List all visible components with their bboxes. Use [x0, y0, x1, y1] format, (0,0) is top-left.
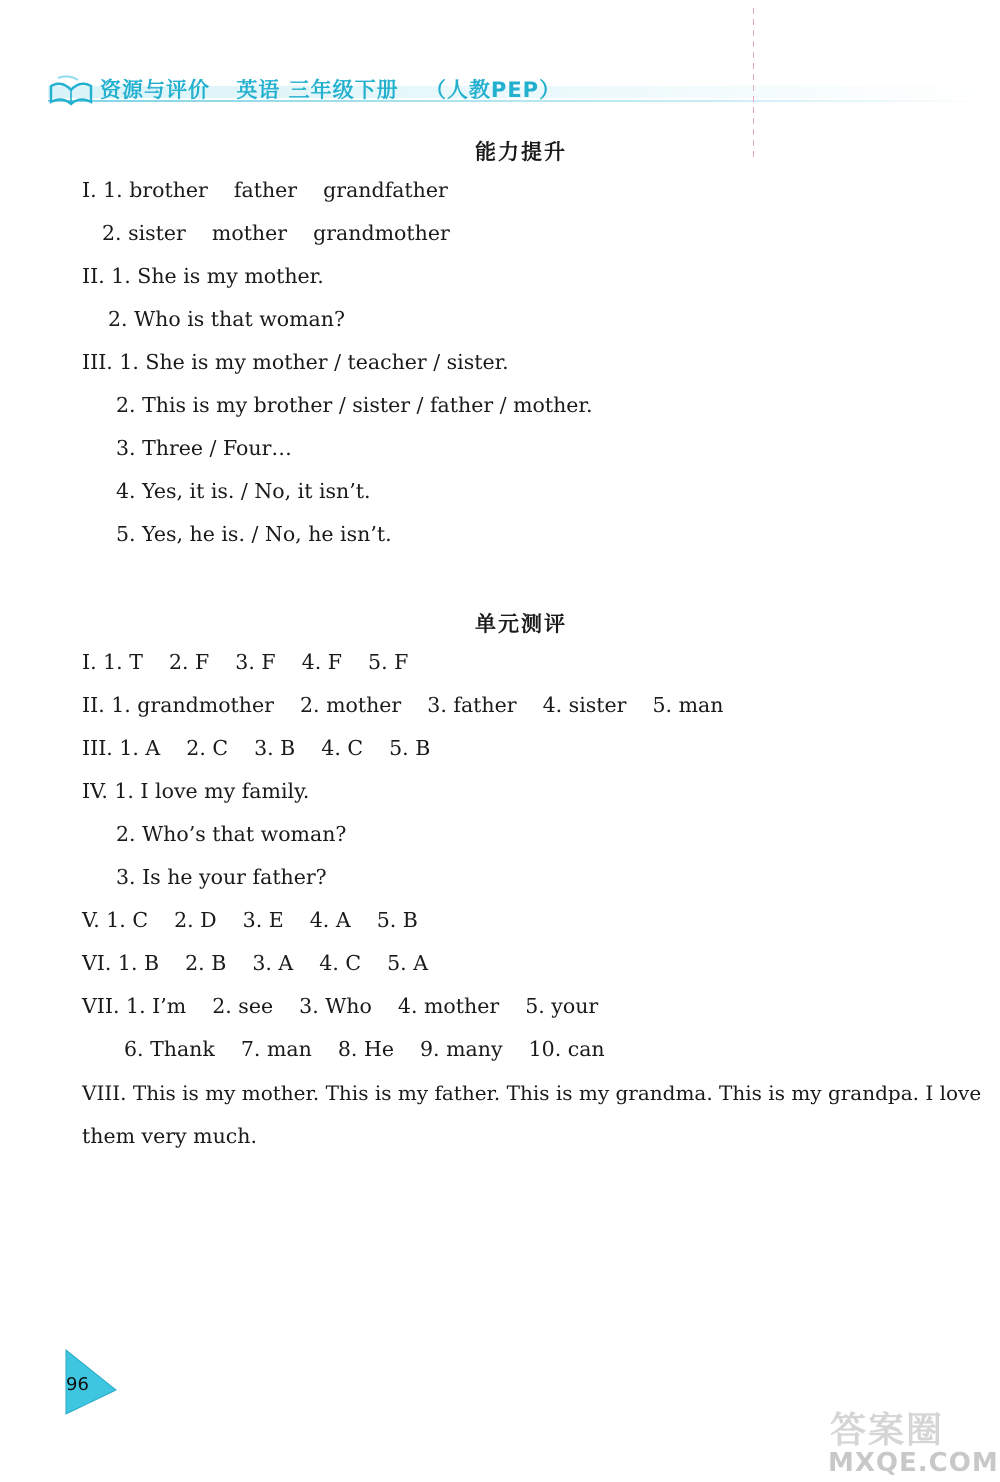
edition: （人教PEP）: [424, 78, 562, 102]
answer-line: I. 1. brother father grandfather: [82, 178, 448, 202]
page-header: [48, 66, 988, 116]
answer-line: 2. Who is that woman?: [108, 307, 345, 331]
answer-line: 2. sister mother grandmother: [102, 221, 450, 245]
book-title: 资源与评价: [100, 78, 210, 102]
header-title: [100, 74, 579, 104]
open-book-icon: [48, 72, 94, 108]
answer-line: 3. Three / Four…: [116, 436, 292, 460]
answer-line: IV. 1. I love my family.: [82, 779, 310, 803]
answer-line: V. 1. C 2. D 3. E 4. A 5. B: [82, 908, 418, 932]
answer-line: I. 1. T 2. F 3. F 4. F 5. F: [82, 650, 409, 674]
answer-line: them very much.: [82, 1124, 257, 1148]
answer-line: 5. Yes, he is. / No, he isn’t.: [116, 522, 392, 546]
answer-line: 2. Who’s that woman?: [116, 822, 347, 846]
answer-line: II. 1. She is my mother.: [82, 264, 324, 288]
section-title-ability: 能力提升: [475, 140, 567, 164]
answer-line: VIII. This is my mother. This is my father. This is my grandma. This is my grandpa. I love: [82, 1081, 982, 1105]
watermark-logo: 答案圈: [830, 1410, 945, 1451]
subject-grade: 英语 三年级下册: [236, 78, 399, 102]
section-title-unit-test: 单元测评: [475, 612, 567, 636]
answer-line: 3. Is he your father?: [116, 865, 327, 889]
page-number: 96: [66, 1374, 89, 1395]
answer-line: VII. 1. I’m 2. see 3. Who 4. mother 5. your: [82, 994, 599, 1018]
answer-line: III. 1. A 2. C 3. B 4. C 5. B: [82, 736, 431, 760]
answer-line: II. 1. grandmother 2. mother 3. father 4. sister 5. man: [82, 693, 724, 717]
answer-line: 2. This is my brother / sister / father / mother.: [116, 393, 593, 417]
watermark-url: MXQE.COM: [828, 1448, 999, 1478]
answer-line: III. 1. She is my mother / teacher / sister.: [82, 350, 509, 374]
answer-line: 4. Yes, it is. / No, it isn’t.: [116, 479, 371, 503]
answer-line: 6. Thank 7. man 8. He 9. many 10. can: [124, 1037, 605, 1061]
answer-line: VI. 1. B 2. B 3. A 4. C 5. A: [82, 951, 428, 975]
